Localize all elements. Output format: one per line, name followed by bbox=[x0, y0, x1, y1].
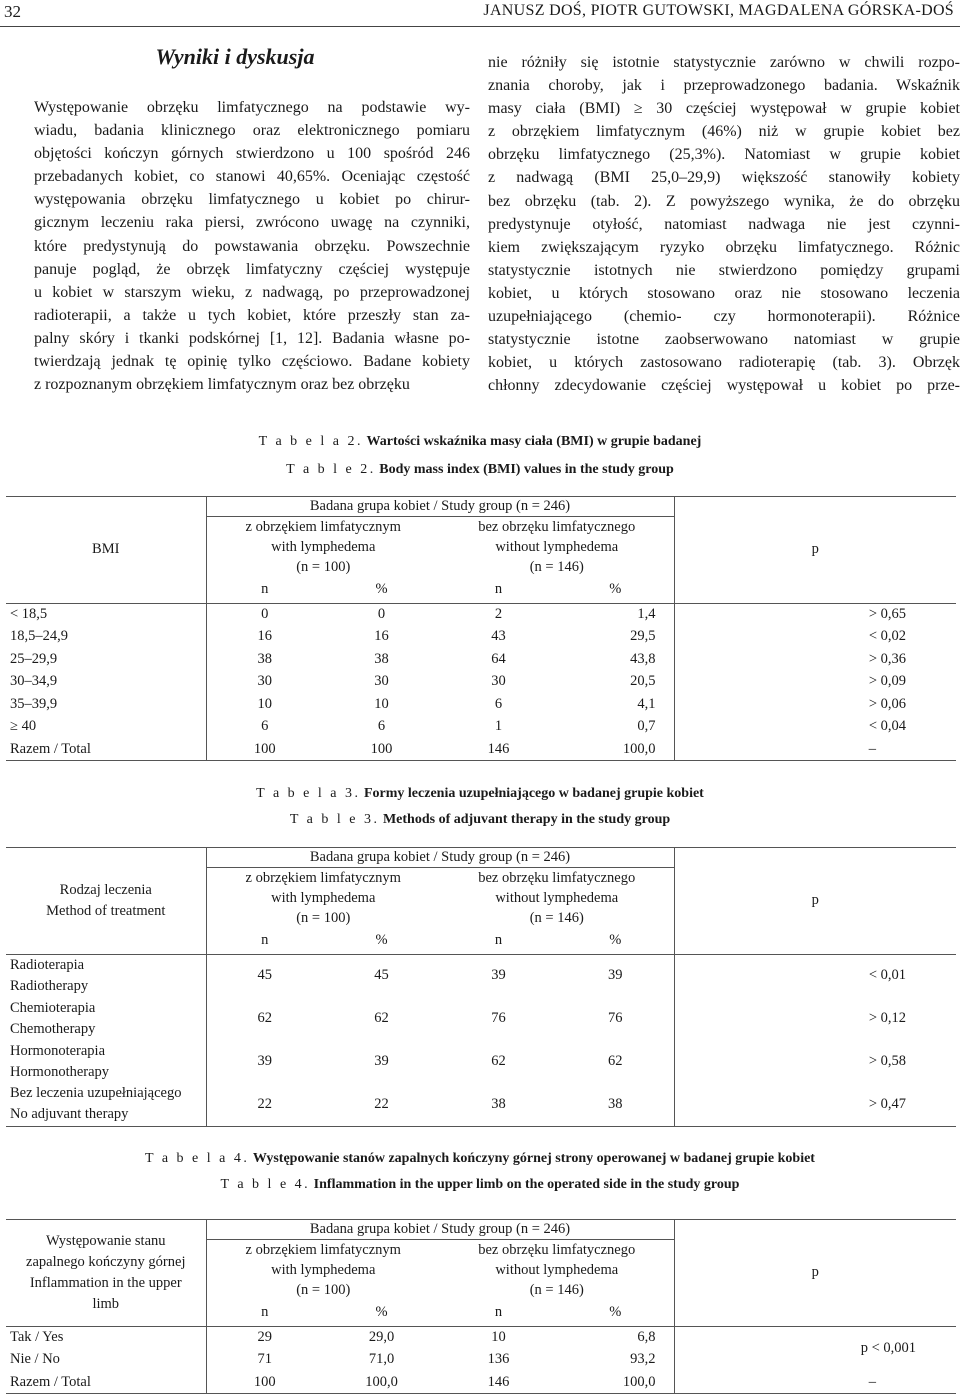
row-label bbox=[6, 954, 206, 997]
header-line: (n = 100) bbox=[296, 910, 351, 926]
group-header: Badana grupa kobiet / Study group (n = 246) bbox=[206, 497, 674, 517]
header-line: with lymphedema bbox=[271, 539, 376, 555]
text-line: nie różniły się istotnie statystycznie zarówno w chwili rozpo- bbox=[488, 54, 960, 71]
running-head: JANUSZ DOŚ, PIOTR GUTOWSKI, MAGDALENA GÓRSKA-DOŚ bbox=[483, 2, 954, 19]
table4-caption-en bbox=[0, 1177, 960, 1193]
cell: 10 bbox=[257, 695, 272, 712]
row-label: 18,5–24,9 bbox=[6, 626, 206, 649]
table-row bbox=[6, 626, 956, 649]
text-line: masy ciała (BMI) ≥ 30 częściej występował w grupie kobiet bbox=[488, 100, 960, 118]
row-label-pl: Chemioterapia bbox=[10, 999, 96, 1016]
table-bmi bbox=[6, 496, 956, 761]
p-value-merged: p < 0,001 bbox=[860, 1340, 916, 1357]
cell: 100,0 bbox=[557, 1371, 674, 1394]
cell: 0 bbox=[377, 606, 386, 622]
caption-text: Inflammation in the upper limb on the operated side in the study group bbox=[313, 1177, 740, 1192]
cell: 2 bbox=[494, 606, 503, 622]
table-row bbox=[6, 648, 956, 671]
with-lymphedema-header bbox=[206, 868, 440, 929]
table-row bbox=[6, 1040, 956, 1083]
text-line: bez obrzęku (tab. 2). Z powyższego wynika, że do obrzęku bbox=[488, 192, 960, 210]
cell: > 0,09 bbox=[868, 673, 906, 690]
caption-label: T a b e l a 3. bbox=[256, 786, 361, 801]
cell: 146 bbox=[440, 738, 557, 761]
cell: 100 bbox=[206, 1371, 323, 1394]
cell: 100,0 bbox=[323, 1371, 440, 1394]
without-lymphedema-header bbox=[440, 1240, 674, 1301]
body-column-right bbox=[488, 51, 960, 397]
n-header: n bbox=[440, 928, 557, 954]
cell: 29,5 bbox=[557, 626, 674, 649]
header-line: bez obrzęku limfatycznego bbox=[478, 519, 636, 535]
header-line: limb bbox=[92, 1295, 120, 1312]
cell: 38 bbox=[557, 1083, 674, 1126]
header-line: z obrzękiem limfatycznym bbox=[245, 1242, 401, 1258]
row-label bbox=[6, 997, 206, 1040]
cell: 6 bbox=[261, 718, 269, 735]
text-line: kobiet, u których zastosowano radioterapię (tab. 3). Obrzęk bbox=[488, 354, 960, 372]
text-line: statystycznie istotne zaobserwowano natomiast w grupie bbox=[488, 331, 960, 349]
header-line: z obrzękiem limfatycznym bbox=[245, 519, 401, 535]
header-line: with lymphedema bbox=[271, 890, 376, 906]
header-line: without lymphedema bbox=[495, 1262, 619, 1278]
cell: 39 bbox=[557, 954, 674, 997]
cell: 0,7 bbox=[557, 716, 674, 739]
text-line: kobiet, u których stosowano oraz nie stosowano leczenia bbox=[488, 284, 960, 302]
table-row bbox=[6, 997, 956, 1040]
p-header: p bbox=[674, 497, 956, 604]
pct-header: % bbox=[557, 1300, 674, 1326]
cell: 62 bbox=[557, 1040, 674, 1083]
cell: 30 bbox=[257, 673, 272, 690]
table-row bbox=[6, 1083, 956, 1126]
table-row bbox=[6, 603, 956, 626]
header-line: zapalnego kończyny górnej bbox=[26, 1253, 186, 1270]
cell: 16 bbox=[374, 628, 389, 645]
header-line: (n = 146) bbox=[529, 910, 584, 926]
row-label: 25–29,9 bbox=[6, 648, 206, 671]
text-line: z nadwagą (BMI 25,0–29,9) większość stanowiły kobiety bbox=[488, 169, 960, 187]
table4-caption-pl bbox=[0, 1151, 960, 1167]
row-label: 30–34,9 bbox=[6, 671, 206, 694]
cell: 39 bbox=[491, 967, 506, 984]
cell: 93,2 bbox=[557, 1349, 674, 1372]
cell: 45 bbox=[374, 967, 389, 984]
cell: 39 bbox=[374, 1053, 389, 1069]
text-line: które predystynują do powstawania obrzęku. Powszechnie bbox=[34, 237, 470, 255]
table2-caption-pl bbox=[0, 434, 960, 450]
cell: 22 bbox=[323, 1083, 440, 1126]
cell: > 0,06 bbox=[868, 695, 906, 712]
p-header: p bbox=[674, 848, 956, 955]
table-adjuvant-therapy bbox=[6, 847, 956, 1127]
with-lymphedema-header bbox=[206, 1240, 440, 1301]
text-line: uzupełniającego (chemio- czy hormonoterapii). Różnice bbox=[488, 308, 960, 326]
row-label-en: Hormonotherapy bbox=[10, 1063, 110, 1080]
cell: < 0,02 bbox=[868, 628, 906, 645]
n-header: n bbox=[206, 1300, 323, 1326]
header-line: without lymphedema bbox=[495, 890, 619, 906]
cell: 38 bbox=[257, 650, 272, 667]
table-row bbox=[6, 738, 956, 761]
text-line: objętości kończyn górnych stwierdzono u 100 spośród 246 bbox=[34, 145, 470, 163]
cell: 100,0 bbox=[557, 738, 674, 761]
text-line: występowania obrzęku limfatycznego u kobiet po chirur- bbox=[34, 191, 470, 209]
text-line: predystynuje otyłość, natomiast nadwaga nie jest czynni- bbox=[488, 215, 960, 233]
cell: 71 bbox=[257, 1351, 272, 1368]
pct-header: % bbox=[557, 928, 674, 954]
cell: 29 bbox=[257, 1329, 272, 1345]
pct-header: % bbox=[323, 1300, 440, 1326]
caption-label: T a b l e 3. bbox=[289, 812, 380, 827]
cell: > 0,47 bbox=[674, 1083, 956, 1126]
text-line: znania choroby, jak i przeprowadzonego badania. Wskaźnik bbox=[488, 77, 960, 95]
row-label-en: Chemotherapy bbox=[10, 1020, 96, 1037]
row-label: 35–39,9 bbox=[6, 693, 206, 716]
without-lymphedema-header bbox=[440, 868, 674, 929]
cell: > 0,36 bbox=[868, 650, 906, 667]
caption-text: Występowanie stanów zapalnych kończyny górnej strony operowanej w badanej grupie kobiet bbox=[252, 1151, 815, 1166]
row-label: Razem / Total bbox=[6, 1371, 206, 1394]
cell: 1,4 bbox=[557, 603, 674, 626]
group-header: Badana grupa kobiet / Study group (n = 246) bbox=[206, 1220, 674, 1240]
header-line: (n = 146) bbox=[529, 559, 584, 575]
text-line: twierdzają jednak tę opinię tylko częściowo. Badane kobiety bbox=[34, 353, 470, 371]
cell: < 0,01 bbox=[868, 967, 906, 984]
text-line: statystycznie istotnych nie stwierdzono pomiędzy grupami bbox=[488, 261, 960, 279]
cell: 71,0 bbox=[368, 1351, 395, 1368]
text-line: z rozpoznanym obrzękiem limfatycznym oraz bez obrzęku bbox=[34, 376, 410, 394]
row-label: Razem / Total bbox=[6, 738, 206, 761]
header-line: bez obrzęku limfatycznego bbox=[478, 1242, 636, 1258]
caption-text: Wartości wskaźnika masy ciała (BMI) w grupie badanej bbox=[366, 434, 702, 449]
row-label-pl: Hormonoterapia bbox=[10, 1042, 106, 1059]
text-line: u kobiet w starszym wieku, z nadwagą, po przeprowadzonej bbox=[34, 283, 470, 301]
group-header: Badana grupa kobiet / Study group (n = 246) bbox=[206, 848, 674, 868]
cell: 22 bbox=[206, 1083, 323, 1126]
table-inflammation bbox=[6, 1219, 956, 1394]
page-number: 32 bbox=[4, 2, 21, 21]
header-rule bbox=[0, 26, 960, 27]
row-label-pl: Radioterapia bbox=[10, 956, 85, 973]
cell: 10 bbox=[374, 695, 389, 712]
cell: 100 bbox=[323, 738, 440, 761]
row-label: Tak / Yes bbox=[6, 1326, 206, 1349]
cell: 76 bbox=[557, 997, 674, 1040]
row-label-en: Radiotherapy bbox=[10, 977, 89, 994]
cell: 43,8 bbox=[557, 648, 674, 671]
cell: 62 bbox=[491, 1053, 506, 1069]
caption-text: Methods of adjuvant therapy in the study group bbox=[382, 812, 671, 827]
cell: 76 bbox=[491, 1010, 506, 1026]
cell: > 0,12 bbox=[868, 1010, 906, 1026]
table-row bbox=[6, 1371, 956, 1394]
caption-label: T a b l e 2. bbox=[286, 462, 376, 477]
n-header: n bbox=[440, 577, 557, 603]
text-line: z obrzękiem limfatycznym (46%) niż w grupie kobiet bez bbox=[488, 123, 960, 141]
table-row bbox=[6, 1326, 956, 1349]
header-line: z obrzękiem limfatycznym bbox=[245, 870, 401, 886]
n-header: n bbox=[440, 1300, 557, 1326]
cell: 38 bbox=[374, 650, 389, 667]
cell: 29,0 bbox=[368, 1329, 395, 1345]
cell: 1 bbox=[494, 718, 503, 735]
caption-text: Body mass index (BMI) values in the study group bbox=[379, 462, 674, 477]
cell: 6 bbox=[494, 695, 503, 712]
caption-text: Formy leczenia uzupełniającego w badanej grupie kobiet bbox=[363, 786, 704, 801]
cell: 64 bbox=[491, 650, 506, 667]
p-header: p bbox=[674, 1220, 956, 1327]
row-header-inflammation bbox=[6, 1220, 206, 1327]
cell: 16 bbox=[257, 628, 272, 645]
caption-label: T a b e l a 2. bbox=[258, 434, 363, 449]
with-lymphedema-header bbox=[206, 517, 440, 578]
table2-caption-en bbox=[0, 462, 960, 478]
header-line: with lymphedema bbox=[271, 1262, 376, 1278]
text-line: wiadu, badania klinicznego oraz elektronicznego pomiaru bbox=[34, 122, 470, 140]
row-header-treatment bbox=[6, 848, 206, 955]
cell: > 0,65 bbox=[868, 606, 906, 622]
pct-header: % bbox=[557, 577, 674, 603]
text-line: chłonny zdecydowanie częściej występował u kobiet po prze- bbox=[488, 377, 960, 395]
cell: 20,5 bbox=[557, 671, 674, 694]
table-row bbox=[6, 693, 956, 716]
header-line: Inflammation in the upper bbox=[29, 1274, 182, 1291]
row-label bbox=[6, 1083, 206, 1126]
cell: 30 bbox=[491, 673, 506, 690]
header-line: Rodzaj leczenia bbox=[59, 881, 152, 898]
table3-caption-pl bbox=[0, 786, 960, 802]
cell: 146 bbox=[440, 1371, 557, 1394]
n-header: n bbox=[206, 928, 323, 954]
text-line: obrzęku limfatycznego (25,3%). Natomiast w grupie kobiet bbox=[488, 146, 960, 164]
section-heading: Wyniki i dyskusja bbox=[155, 44, 315, 69]
header-line: without lymphedema bbox=[495, 539, 619, 555]
cell: – bbox=[674, 738, 956, 761]
pct-header: % bbox=[323, 577, 440, 603]
cell: 6,8 bbox=[557, 1326, 674, 1349]
table-row bbox=[6, 716, 956, 739]
row-label: Nie / No bbox=[6, 1349, 206, 1372]
text-line: kiem zwiększającym ryzyko obrzęku limfatycznego. Różnic bbox=[488, 238, 960, 256]
cell: – bbox=[674, 1371, 956, 1394]
text-line: palny skóry i tkanki podskórnej [1, 12]. Badania własne po- bbox=[34, 329, 470, 347]
cell: > 0,58 bbox=[868, 1053, 906, 1069]
cell: 39 bbox=[257, 1053, 272, 1069]
header-line: Method of treatment bbox=[46, 902, 166, 919]
table-row bbox=[6, 671, 956, 694]
caption-label: T a b l e 4. bbox=[220, 1177, 311, 1192]
cell: 62 bbox=[257, 1010, 272, 1026]
text-line: panuje pogląd, że obrzęk limfatyczny częściej występuje bbox=[34, 260, 470, 278]
header-line: (n = 100) bbox=[296, 559, 351, 575]
cell: 30 bbox=[374, 673, 389, 690]
n-header: n bbox=[206, 577, 323, 603]
row-label-en: No adjuvant therapy bbox=[10, 1106, 129, 1123]
pct-header: % bbox=[323, 928, 440, 954]
table-row bbox=[6, 954, 956, 997]
row-label-pl: Bez leczenia uzupełniającego bbox=[10, 1085, 182, 1102]
caption-label: T a b e l a 4. bbox=[145, 1151, 250, 1166]
cell: 43 bbox=[491, 628, 506, 645]
text-line: przebadanych kobiet, co stanowi 40,65%. Oceniając częstość bbox=[34, 168, 470, 186]
cell: 6 bbox=[377, 718, 386, 735]
header-line: (n = 146) bbox=[529, 1282, 584, 1298]
row-label: ≥ 40 bbox=[6, 716, 206, 739]
row-label bbox=[6, 1040, 206, 1083]
header-line: bez obrzęku limfatycznego bbox=[478, 870, 636, 886]
cell: 136 bbox=[487, 1351, 510, 1368]
text-line: radioterapii, a także u tych kobiet, które przeszły stan za- bbox=[34, 306, 470, 324]
cell: 10 bbox=[491, 1329, 506, 1345]
row-header-bmi: BMI bbox=[6, 497, 206, 604]
text-line: Występowanie obrzęku limfatycznego na podstawie wy- bbox=[34, 99, 470, 116]
cell: 4,1 bbox=[557, 693, 674, 716]
header-line: (n = 100) bbox=[296, 1282, 351, 1298]
cell: 45 bbox=[257, 967, 272, 984]
cell: 62 bbox=[374, 1010, 389, 1026]
cell: 100 bbox=[206, 738, 323, 761]
header-line: Występowanie stanu bbox=[45, 1232, 166, 1249]
without-lymphedema-header bbox=[440, 517, 674, 578]
cell: 0 bbox=[261, 606, 269, 622]
cell: 38 bbox=[440, 1083, 557, 1126]
body-column-left bbox=[0, 96, 470, 396]
text-line: gicznym leczeniu raka piersi, zwrócono uwagę na czynniki, bbox=[34, 214, 470, 232]
table3-caption-en bbox=[0, 812, 960, 828]
row-label: < 18,5 bbox=[6, 603, 206, 626]
cell: < 0,04 bbox=[868, 718, 906, 735]
